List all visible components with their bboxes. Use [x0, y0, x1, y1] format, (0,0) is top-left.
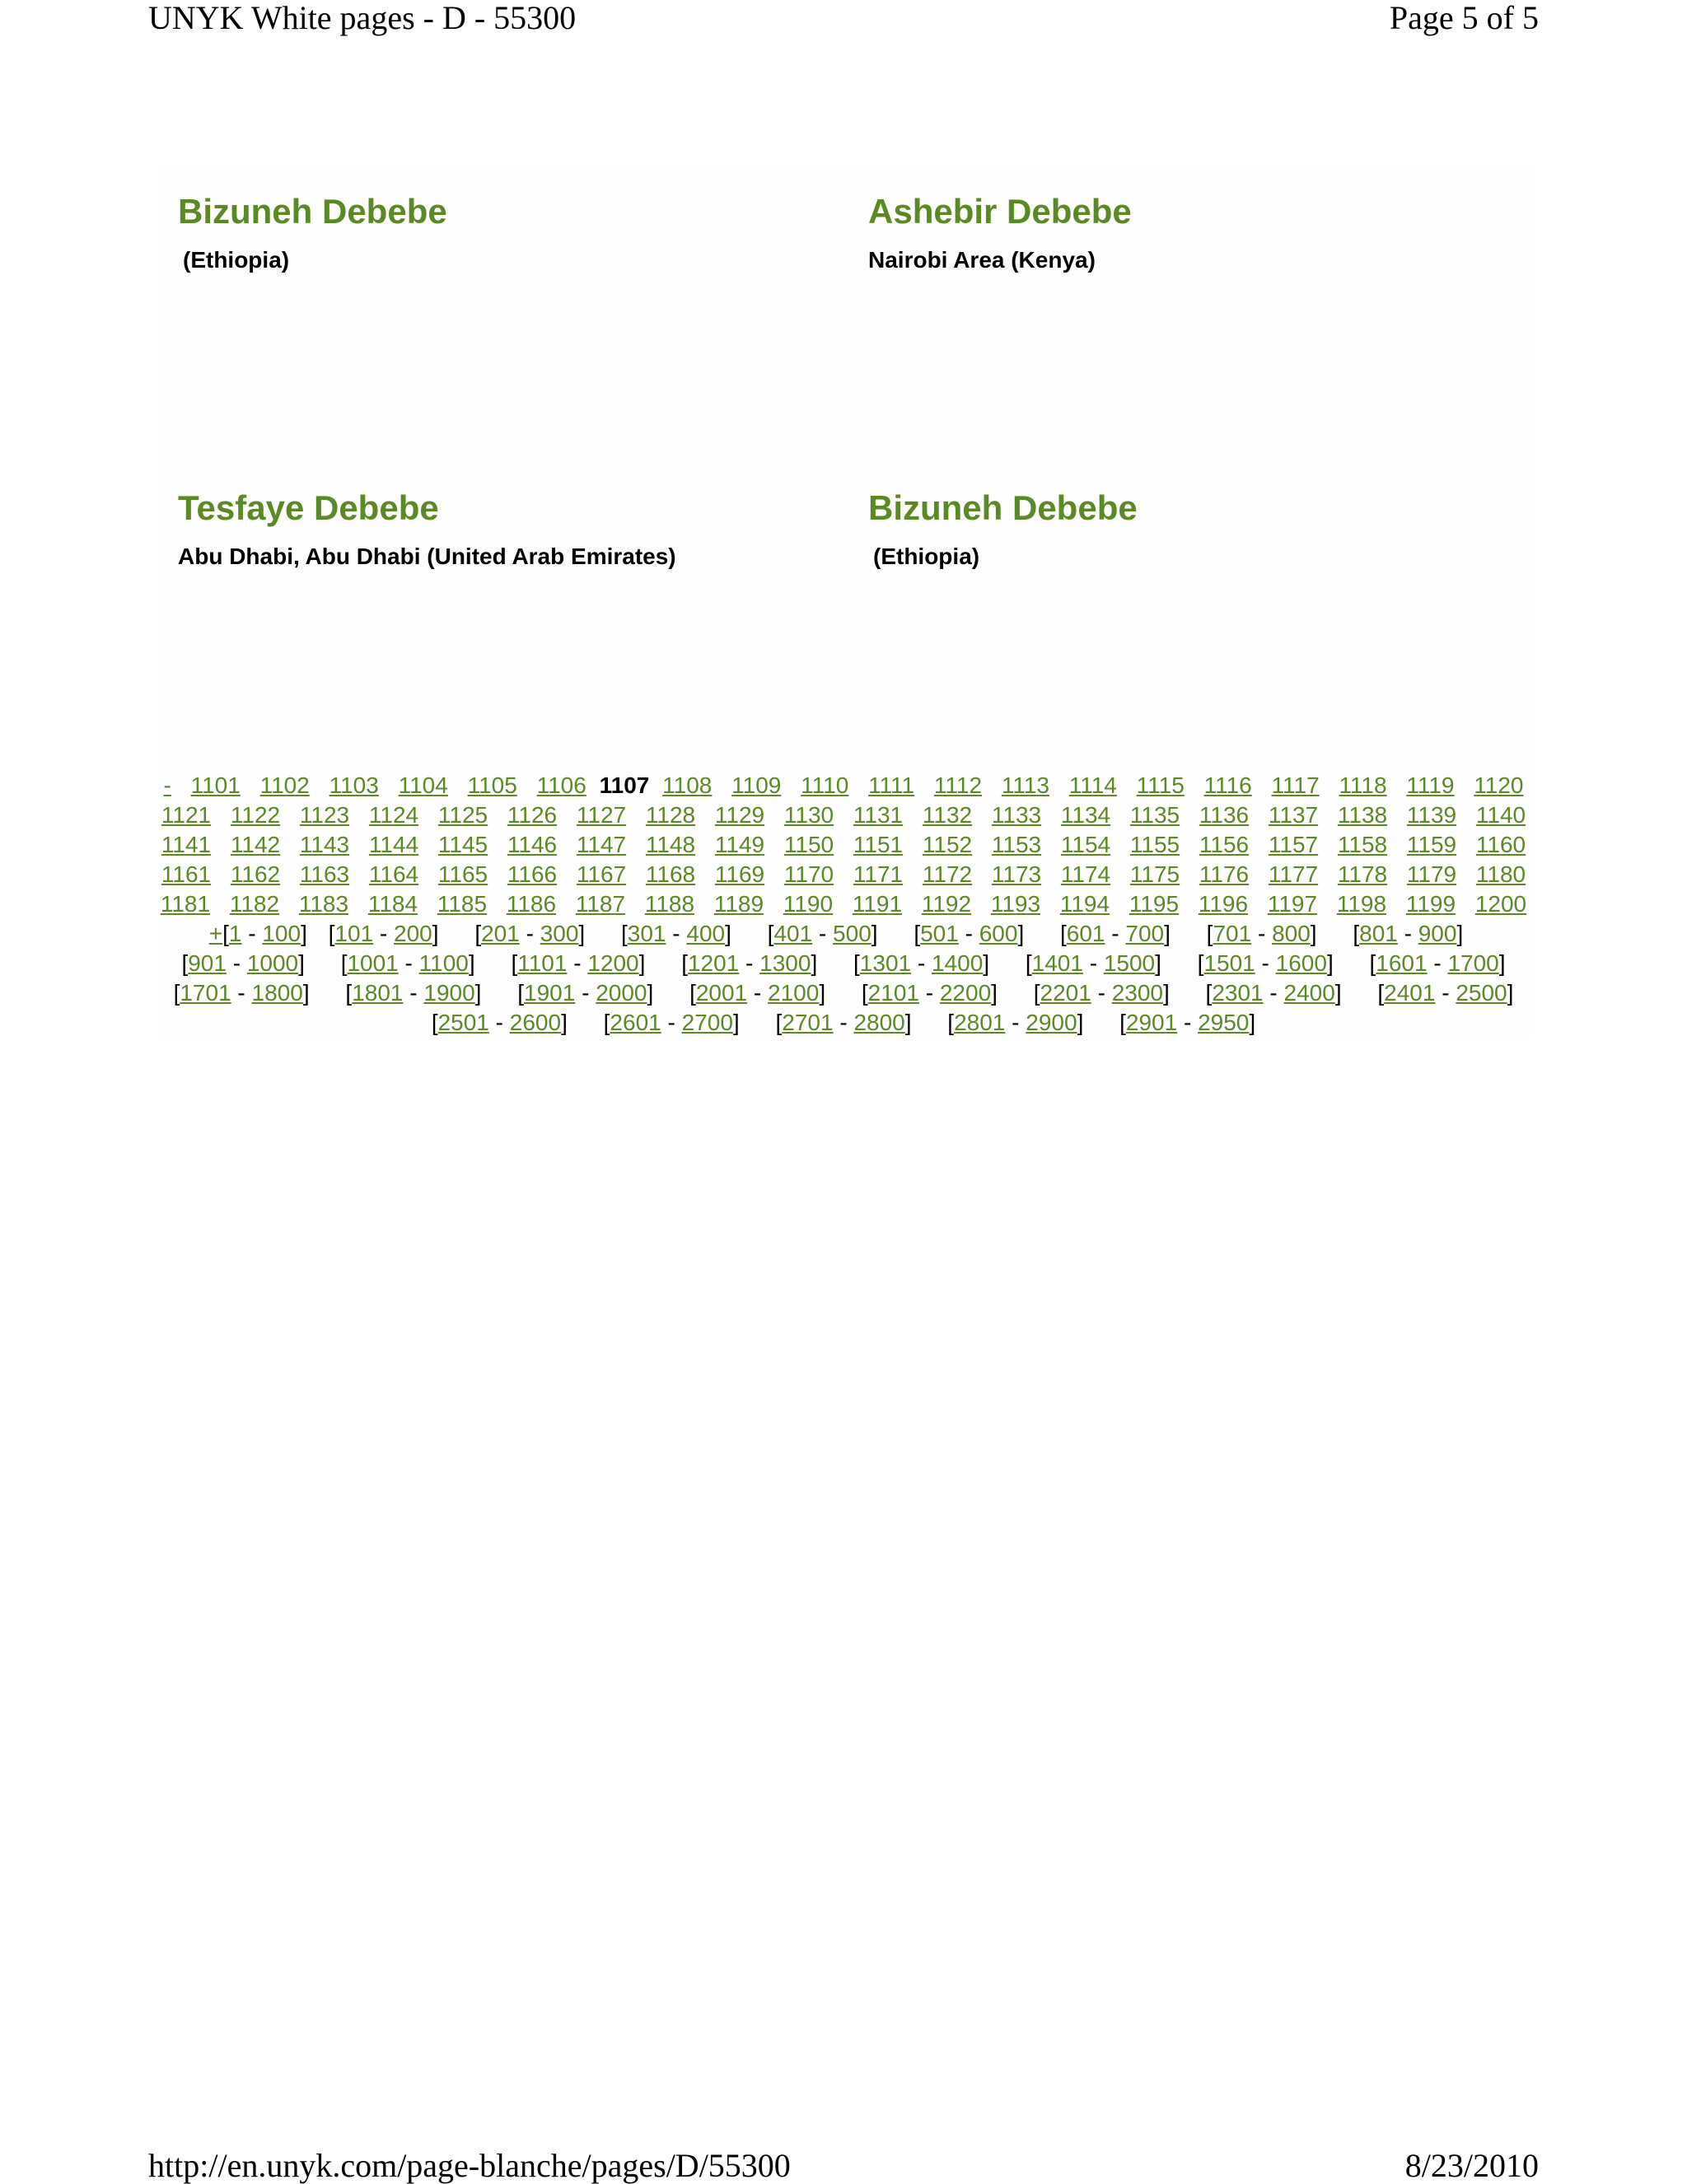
page-number-link[interactable]: 1136	[1199, 802, 1250, 828]
page-number-link[interactable]: 1153	[991, 832, 1042, 857]
page-range: [701 - 800]	[1206, 921, 1317, 946]
page-number-link[interactable]: 1185	[437, 891, 488, 917]
range-start-link[interactable]: 2101	[867, 980, 919, 1006]
page-number-link[interactable]: 1158	[1337, 832, 1388, 857]
range-end-link[interactable]: 1700	[1447, 950, 1499, 976]
range-end-link[interactable]: 200	[394, 921, 432, 946]
page-number-link[interactable]: 1150	[783, 832, 834, 857]
page-range: [2701 - 2800]	[775, 1010, 912, 1035]
page-number-link[interactable]: 1198	[1336, 891, 1387, 917]
range-start-link[interactable]: 2701	[782, 1010, 834, 1035]
current-page-number: 1107	[599, 772, 650, 798]
page-number-link[interactable]: 1123	[299, 802, 350, 828]
page-number-link[interactable]: 1170	[783, 861, 834, 887]
page-number-link[interactable]: 1151	[853, 832, 904, 857]
page-number-link[interactable]: 1165	[437, 861, 488, 887]
page-number-link[interactable]: 1106	[536, 772, 586, 798]
range-end-link[interactable]: 1800	[251, 980, 303, 1006]
page-number-link[interactable]: 1164	[368, 861, 419, 887]
page-range: [1201 - 1300]	[681, 950, 818, 976]
page-range: [301 - 400]	[620, 921, 731, 946]
range-end-link[interactable]: 500	[833, 921, 872, 946]
print-footer-url: http://en.unyk.com/page-blanche/pages/D/55300	[148, 2147, 791, 2184]
range-start-link[interactable]: 2801	[954, 1010, 1006, 1035]
page-range: [1801 - 1900]	[345, 980, 482, 1006]
page-number-link[interactable]: 1138	[1337, 802, 1388, 828]
range-start-link[interactable]: 1501	[1203, 950, 1255, 976]
page-number-link[interactable]: 1146	[507, 832, 558, 857]
page-number-link[interactable]: 1148	[645, 832, 696, 857]
page-number-link[interactable]: 1173	[991, 861, 1042, 887]
page-number-link[interactable]: 1172	[922, 861, 973, 887]
page-range: [2101 - 2200]	[861, 980, 998, 1006]
page-number-link[interactable]: 1171	[853, 861, 904, 887]
print-footer-date: 8/23/2010	[1404, 2147, 1539, 2184]
range-end-link[interactable]: 1100	[418, 950, 469, 976]
page-range: [1901 - 2000]	[517, 980, 654, 1006]
page-number-link[interactable]: 1134	[1060, 802, 1111, 828]
person-name-link[interactable]: Tesfaye Debebe	[178, 488, 439, 527]
range-start-link[interactable]: 301	[627, 921, 666, 946]
page-number-link[interactable]: 1108	[662, 772, 713, 798]
range-end-link[interactable]: 1200	[587, 950, 639, 976]
page-number-link[interactable]: 1177	[1268, 861, 1319, 887]
page-number-link[interactable]: 1124	[368, 802, 419, 828]
page-number-link[interactable]: 1105	[467, 772, 517, 798]
page-number-link[interactable]: 1175	[1129, 861, 1180, 887]
page-range: [1 - 100]	[222, 921, 307, 946]
page-number-link[interactable]: 1142	[230, 832, 281, 857]
range-start-link[interactable]: 1101	[517, 950, 568, 976]
page-number-link[interactable]: 1178	[1337, 861, 1388, 887]
page-number-link[interactable]: 1127	[576, 802, 627, 828]
page-range: [801 - 900]	[1353, 921, 1464, 946]
print-page-number: Page 5 of 5	[1389, 0, 1539, 36]
range-start-link[interactable]: 2601	[610, 1010, 661, 1035]
page-number-link[interactable]: 1145	[437, 832, 488, 857]
page-range: [2901 - 2950]	[1119, 1010, 1256, 1035]
range-start-link[interactable]: 1801	[352, 980, 404, 1006]
page-number-link[interactable]: 1160	[1475, 832, 1526, 857]
page-number-link[interactable]: 1157	[1268, 832, 1319, 857]
range-end-link[interactable]: 1400	[931, 950, 984, 976]
page-number-link[interactable]: 1192	[921, 891, 972, 917]
page-range: [1501 - 1600]	[1197, 950, 1334, 976]
page-number-link[interactable]: 1129	[714, 802, 765, 828]
page-number-link[interactable]: 1103	[329, 772, 379, 798]
range-end-link[interactable]: 400	[686, 921, 726, 946]
page-range: [2301 - 2400]	[1205, 980, 1342, 1006]
page-number-link[interactable]: 1120	[1474, 772, 1524, 798]
page-range: [1701 - 1800]	[173, 980, 310, 1006]
range-start-link[interactable]: 601	[1066, 921, 1105, 946]
page-range: [1101 - 1200]	[511, 950, 646, 976]
page-number-link[interactable]: 1169	[714, 861, 765, 887]
range-start-link[interactable]: 2001	[695, 980, 748, 1006]
page-number-link[interactable]: 1167	[576, 861, 627, 887]
page-range: [2001 - 2100]	[689, 980, 826, 1006]
range-end-link[interactable]: 2900	[1026, 1010, 1077, 1035]
page-number-link[interactable]: 1111	[868, 772, 915, 798]
range-start-link[interactable]: 2301	[1212, 980, 1264, 1006]
range-end-link[interactable]: 2400	[1283, 980, 1335, 1006]
page-number-link[interactable]: 1144	[368, 832, 419, 857]
page-number-link[interactable]: 1116	[1203, 772, 1252, 798]
page-range: [1601 - 1700]	[1369, 950, 1506, 976]
page-number-link[interactable]: 1147	[576, 832, 627, 857]
page-number-link[interactable]: 1184	[367, 891, 418, 917]
page-number-link[interactable]: 1199	[1405, 891, 1456, 917]
print-header	[148, 2, 1539, 35]
range-end-link[interactable]: 2800	[853, 1010, 905, 1035]
range-start-link[interactable]: 2501	[437, 1010, 489, 1035]
range-start-link[interactable]: 1401	[1031, 950, 1083, 976]
page-number-link[interactable]: 1156	[1199, 832, 1250, 857]
page-number-link[interactable]: 1133	[991, 802, 1042, 828]
page-range: [201 - 300]	[474, 921, 586, 946]
range-start-link[interactable]: 701	[1213, 921, 1252, 946]
page-number-link[interactable]: 1135	[1129, 802, 1180, 828]
page-range: [901 - 1000]	[181, 950, 305, 976]
page-number-link[interactable]: 1200	[1474, 891, 1527, 917]
page-number-link[interactable]: 1174	[1060, 861, 1111, 887]
page-number-link[interactable]: 1149	[714, 832, 765, 857]
page-number-link[interactable]: 1180	[1475, 861, 1526, 887]
range-start-link[interactable]: 401	[773, 921, 813, 946]
print-header-title: UNYK White pages - D - 55300	[148, 0, 577, 36]
page-number-link[interactable]: 1193	[990, 891, 1041, 917]
page-number-link[interactable]: 1119	[1406, 772, 1455, 798]
page-number-link[interactable]: 1110	[801, 772, 849, 798]
page-range: [2401 - 2500]	[1377, 980, 1514, 1006]
range-start-link[interactable]: 1	[228, 921, 242, 946]
page-range: [101 - 200]	[328, 921, 439, 946]
range-end-link[interactable]: 1900	[423, 980, 475, 1006]
range-start-link[interactable]: 1201	[687, 950, 740, 976]
page-number-link[interactable]: 1143	[299, 832, 350, 857]
range-start-link[interactable]: 801	[1359, 921, 1398, 946]
range-start-link[interactable]: 2901	[1125, 1010, 1178, 1035]
page-number-link[interactable]: 1182	[229, 891, 280, 917]
range-end-link[interactable]: 800	[1272, 921, 1311, 946]
page-number-link[interactable]: 1162	[230, 861, 281, 887]
page-number-link[interactable]: 1187	[575, 891, 626, 917]
page-number-link[interactable]: 1118	[1339, 772, 1387, 798]
range-end-link[interactable]: 100	[262, 921, 301, 946]
page-range: [501 - 600]	[914, 921, 1025, 946]
range-end-link[interactable]: 700	[1125, 921, 1165, 946]
page-number-link[interactable]: 1188	[644, 891, 695, 917]
range-end-link[interactable]: 2300	[1111, 980, 1163, 1006]
page-number-link[interactable]: 1161	[161, 861, 212, 887]
page-number-link[interactable]: 1117	[1271, 772, 1320, 798]
range-end-link[interactable]: 1500	[1103, 950, 1156, 976]
page-number-link[interactable]: 1197	[1267, 891, 1318, 917]
page-range: [2201 - 2300]	[1033, 980, 1170, 1006]
page-number-link[interactable]: 1140	[1475, 802, 1526, 828]
page-number-link[interactable]: 1181	[160, 891, 211, 917]
range-end-link[interactable]: 900	[1418, 921, 1457, 946]
range-start-link[interactable]: 1701	[180, 980, 231, 1006]
page-number-link[interactable]: 1114	[1068, 772, 1117, 798]
page-number-link[interactable]: 1190	[783, 891, 834, 917]
range-end-link[interactable]: 2500	[1456, 980, 1507, 1006]
page-number-link[interactable]: 1139	[1406, 802, 1457, 828]
range-end-link[interactable]: 1000	[246, 950, 299, 976]
page-number-link[interactable]: 1183	[298, 891, 349, 917]
range-end-link[interactable]: 2950	[1198, 1010, 1250, 1035]
page-range: [601 - 700]	[1060, 921, 1171, 946]
range-end-link[interactable]: 2100	[768, 980, 820, 1006]
range-end-link[interactable]: 2200	[939, 980, 992, 1006]
pagination	[153, 771, 1534, 1038]
person-entry	[868, 191, 1132, 273]
person-location: Nairobi Area (Kenya)	[868, 247, 1096, 273]
page-number-link[interactable]: 1125	[437, 802, 488, 828]
page-number-link[interactable]: 1102	[259, 772, 310, 798]
page-number-link[interactable]: 1195	[1129, 891, 1180, 917]
page-number-link[interactable]: 1186	[506, 891, 557, 917]
page-number-link[interactable]: 1121	[161, 802, 212, 828]
range-start-link[interactable]: 101	[334, 921, 374, 946]
range-start-link[interactable]: 2401	[1384, 980, 1436, 1006]
page-number-link[interactable]: 1104	[398, 772, 448, 798]
range-start-link[interactable]: 1901	[524, 980, 576, 1006]
page-number-link[interactable]: 1131	[853, 802, 904, 828]
page-number-link[interactable]: 1189	[713, 891, 764, 917]
page-number-link[interactable]: 1154	[1060, 832, 1111, 857]
page-number-link[interactable]: 1128	[645, 802, 696, 828]
page-range: [1001 - 1100]	[340, 950, 475, 976]
page-number-link[interactable]: 1130	[783, 802, 834, 828]
page-range: [2801 - 2900]	[947, 1010, 1084, 1035]
range-start-link[interactable]: 501	[920, 921, 959, 946]
range-end-link[interactable]: 1600	[1275, 950, 1327, 976]
range-start-link[interactable]: 2201	[1040, 980, 1091, 1006]
page-range: [1401 - 1500]	[1025, 950, 1161, 976]
range-end-link[interactable]: 600	[979, 921, 1018, 946]
page-number-link[interactable]: 1163	[299, 861, 350, 887]
print-footer	[148, 2149, 1539, 2182]
person-name-link[interactable]: Bizuneh Debebe	[868, 488, 1138, 527]
page-range: [2601 - 2700]	[603, 1010, 740, 1035]
page-number-link[interactable]: 1126	[507, 802, 558, 828]
page-number-link[interactable]: 1122	[230, 802, 281, 828]
page-number-link[interactable]: 1132	[922, 802, 973, 828]
range-end-link[interactable]: 2000	[596, 980, 647, 1006]
person-location: Abu Dhabi, Abu Dhabi (United Arab Emirates)	[178, 544, 676, 570]
page-number-link[interactable]: 1115	[1136, 772, 1185, 798]
range-end-link[interactable]: 2700	[681, 1010, 733, 1035]
page-range: [1301 - 1400]	[853, 950, 990, 976]
person-entry	[178, 488, 676, 570]
range-start-link[interactable]: 901	[188, 950, 227, 976]
person-name-link[interactable]: Bizuneh Debebe	[178, 192, 447, 231]
page-number-link[interactable]: 1101	[190, 772, 241, 798]
page-number-link[interactable]: 1168	[645, 861, 696, 887]
range-end-link[interactable]: 1300	[759, 950, 811, 976]
page-number-link[interactable]: 1159	[1406, 832, 1457, 857]
pagination-prev-link[interactable]: -	[163, 772, 171, 798]
page-number-link[interactable]: 1196	[1198, 891, 1249, 917]
page-number-link[interactable]: 1155	[1129, 832, 1180, 857]
person-name-link[interactable]: Ashebir Debebe	[868, 192, 1132, 231]
page-number-link[interactable]: 1152	[922, 832, 973, 857]
range-start-link[interactable]: 1601	[1376, 950, 1428, 976]
page-number-link[interactable]: 1191	[852, 891, 903, 917]
page-number-link[interactable]: 1109	[731, 772, 782, 798]
person-entry	[178, 191, 447, 273]
page-number-link[interactable]: 1141	[161, 832, 212, 857]
page-number-link[interactable]: 1137	[1268, 802, 1319, 828]
person-location: (Ethiopia)	[183, 247, 290, 273]
person-location: (Ethiopia)	[873, 544, 980, 570]
pagination-next-link[interactable]: +	[208, 921, 223, 946]
page-number-link[interactable]: 1194	[1059, 891, 1110, 917]
page-number-link[interactable]: 1176	[1199, 861, 1250, 887]
page-range: [2501 - 2600]	[431, 1010, 568, 1035]
range-start-link[interactable]: 1001	[347, 950, 399, 976]
person-entry	[868, 488, 1138, 570]
page-number-link[interactable]: 1166	[507, 861, 558, 887]
page-number-link[interactable]: 1179	[1406, 861, 1457, 887]
range-start-link[interactable]: 201	[481, 921, 520, 946]
range-end-link[interactable]: 2600	[509, 1010, 562, 1035]
range-start-link[interactable]: 1301	[859, 950, 912, 976]
page-number-link[interactable]: 1113	[1001, 772, 1049, 798]
page-range: [401 - 500]	[767, 921, 878, 946]
range-end-link[interactable]: 300	[540, 921, 579, 946]
page-number-link[interactable]: 1112	[933, 772, 983, 798]
